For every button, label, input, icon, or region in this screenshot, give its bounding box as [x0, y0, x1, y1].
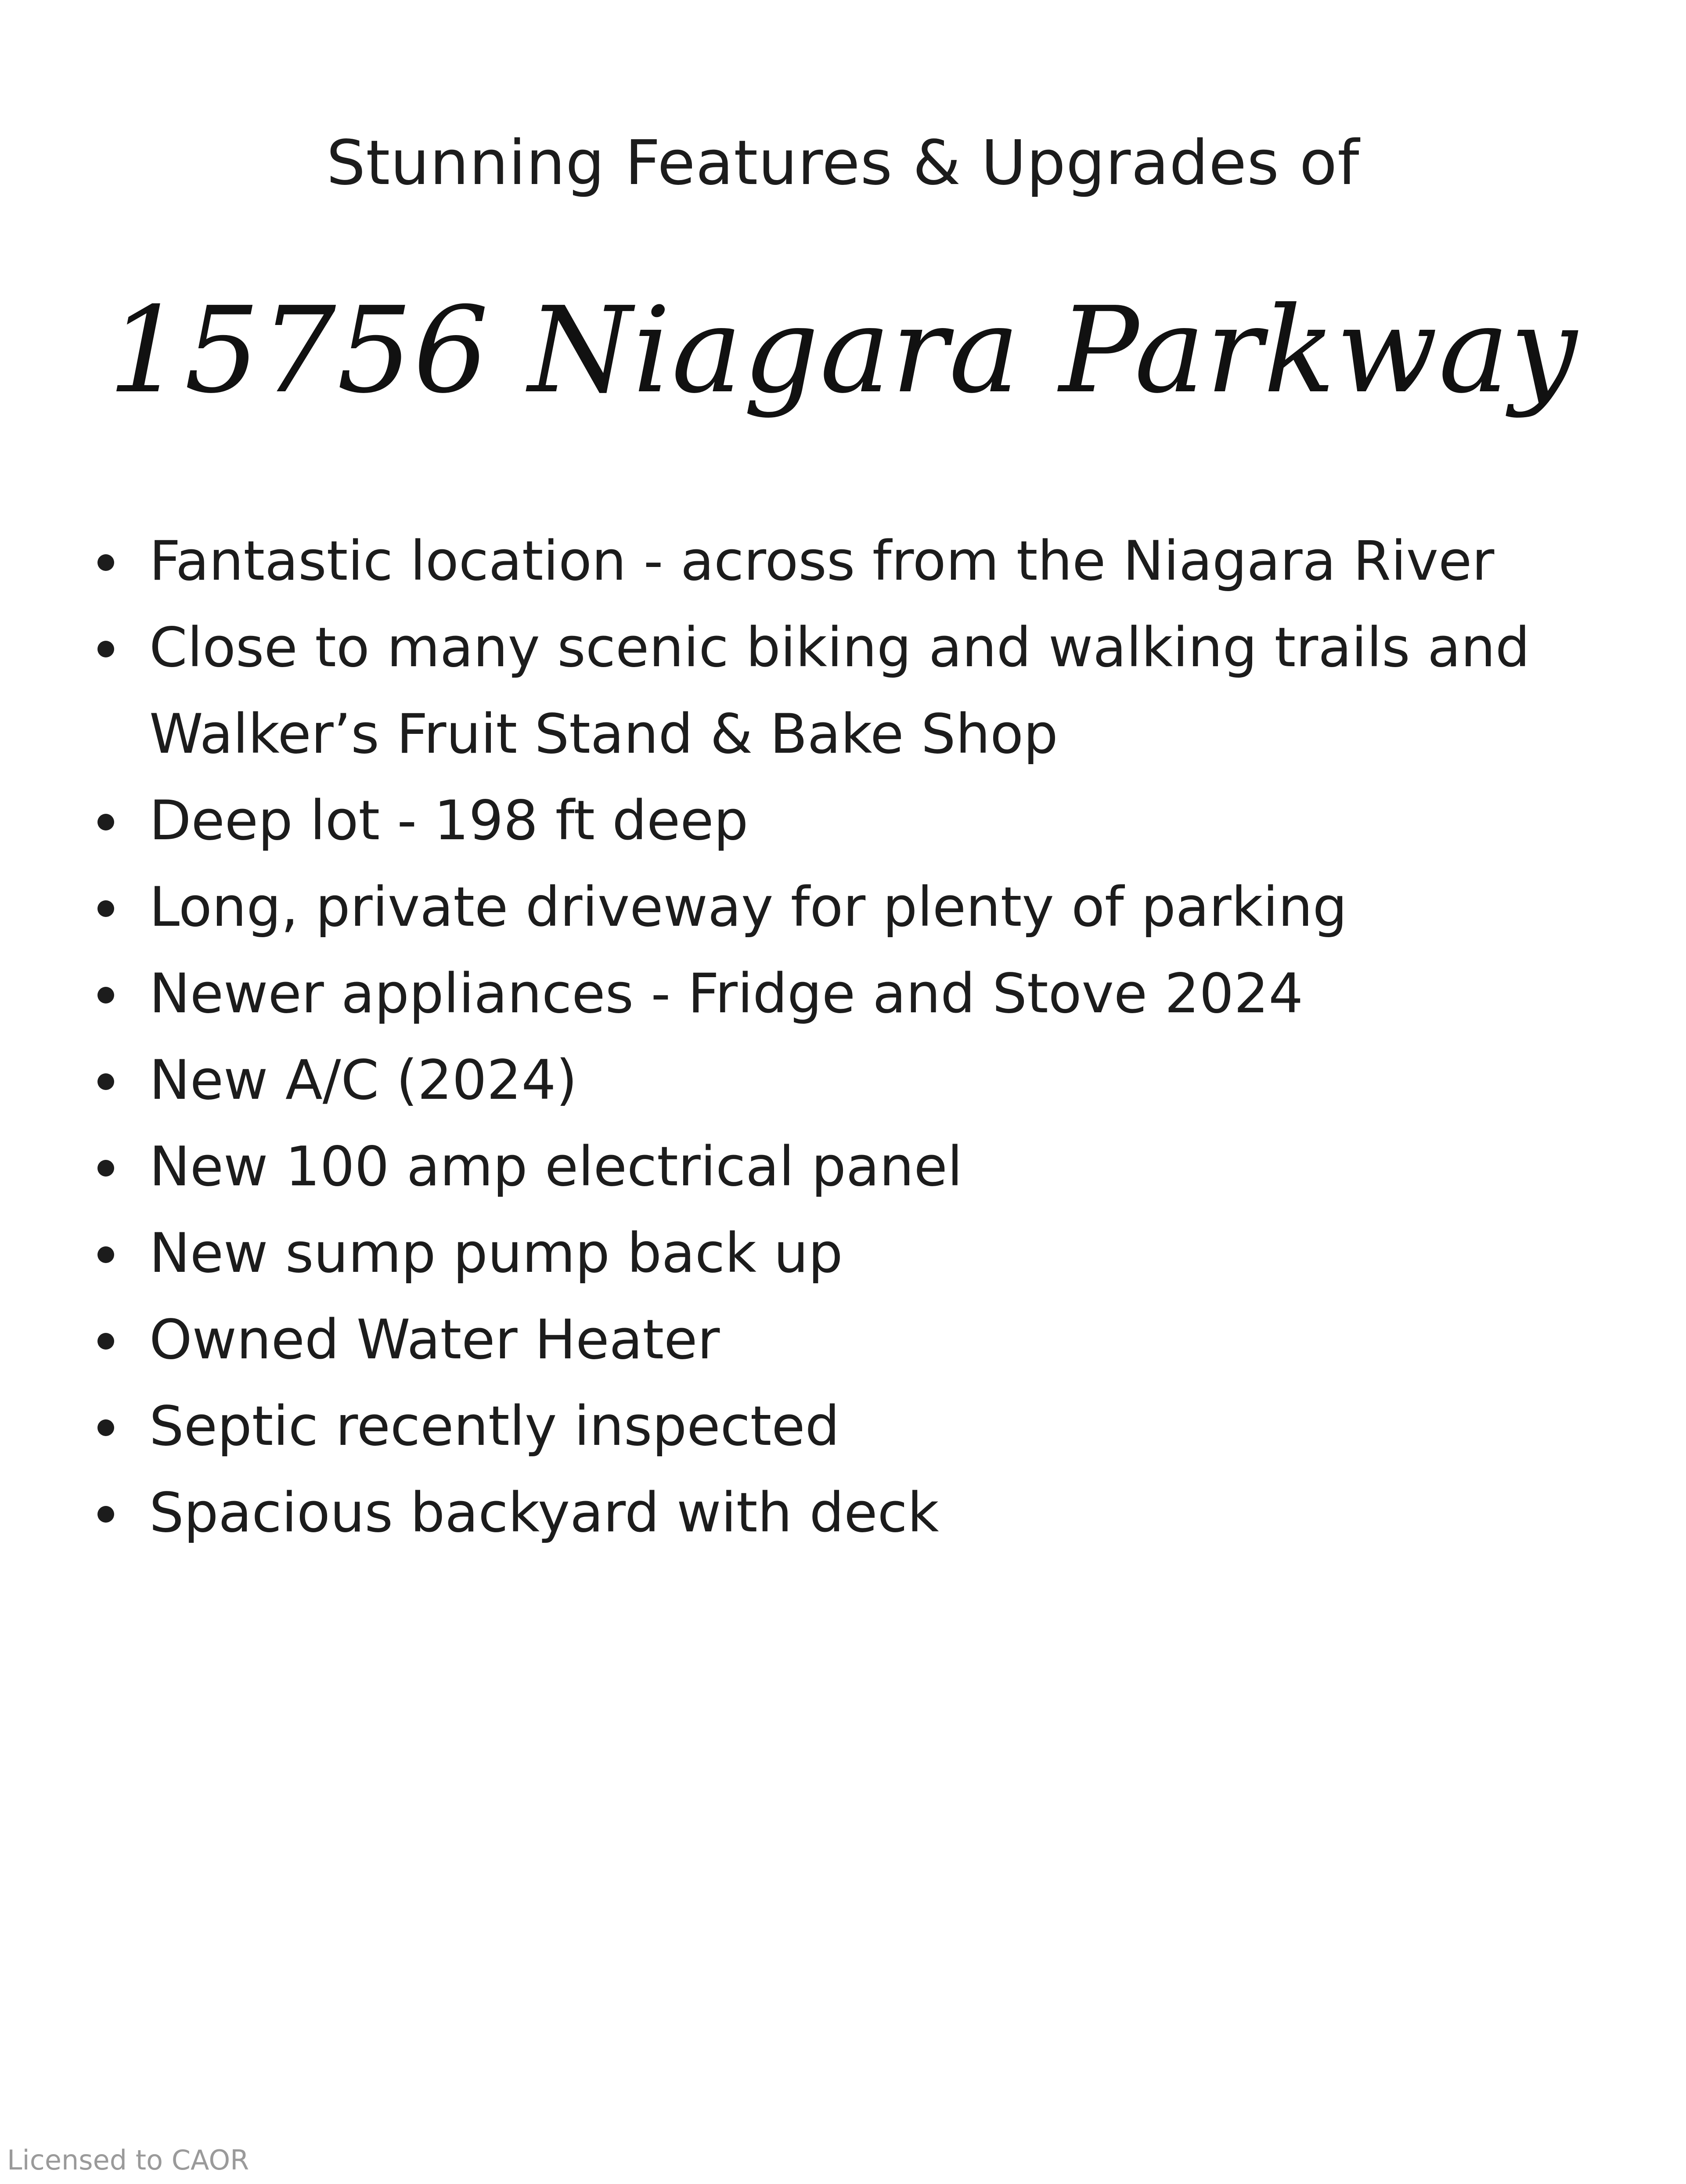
license-watermark: Licensed to CAOR	[7, 2144, 249, 2176]
feature-item	[88, 1297, 1598, 1383]
bullet-icon	[97, 1246, 114, 1263]
property-address-title: 15756 Niagara Parkway	[108, 281, 1578, 419]
bullet-icon	[97, 1419, 114, 1436]
feature-text: New A/C (2024)	[149, 1049, 577, 1112]
bullet-icon	[97, 900, 114, 917]
feature-item	[88, 605, 1598, 778]
feature-text: Fantastic location - across from the Niagara River	[149, 530, 1495, 593]
bullet-icon	[97, 1506, 114, 1523]
feature-item	[88, 778, 1598, 864]
feature-text: Owned Water Heater	[149, 1308, 720, 1372]
feature-text: Close to many scenic biking and walking trails and Walker’s Fruit Stand & Bake Shop	[149, 616, 1530, 766]
feature-item	[88, 1210, 1598, 1297]
bullet-icon	[97, 814, 114, 830]
feature-item	[88, 1383, 1598, 1470]
bullet-icon	[97, 554, 114, 571]
feature-text: Long, private driveway for plenty of parking	[149, 876, 1347, 939]
feature-item	[88, 1124, 1598, 1210]
feature-item	[88, 951, 1598, 1037]
feature-text: Septic recently inspected	[149, 1395, 840, 1458]
bullet-icon	[97, 1073, 114, 1090]
feature-text: Spacious backyard with deck	[149, 1481, 939, 1545]
feature-text: New 100 amp electrical panel	[149, 1135, 963, 1198]
bullet-icon	[97, 1333, 114, 1350]
page-subtitle: Stunning Features & Upgrades of	[326, 127, 1360, 199]
feature-list	[88, 518, 1598, 1556]
feature-item	[88, 1470, 1598, 1556]
bullet-icon	[97, 1160, 114, 1177]
feature-text: Deep lot - 198 ft deep	[149, 789, 749, 852]
feature-item	[88, 518, 1598, 605]
feature-item	[88, 1037, 1598, 1124]
feature-item	[88, 864, 1598, 951]
feature-text: Newer appliances - Fridge and Stove 2024	[149, 962, 1304, 1025]
feature-text: New sump pump back up	[149, 1222, 843, 1285]
bullet-icon	[97, 987, 114, 1004]
bullet-icon	[97, 641, 114, 657]
